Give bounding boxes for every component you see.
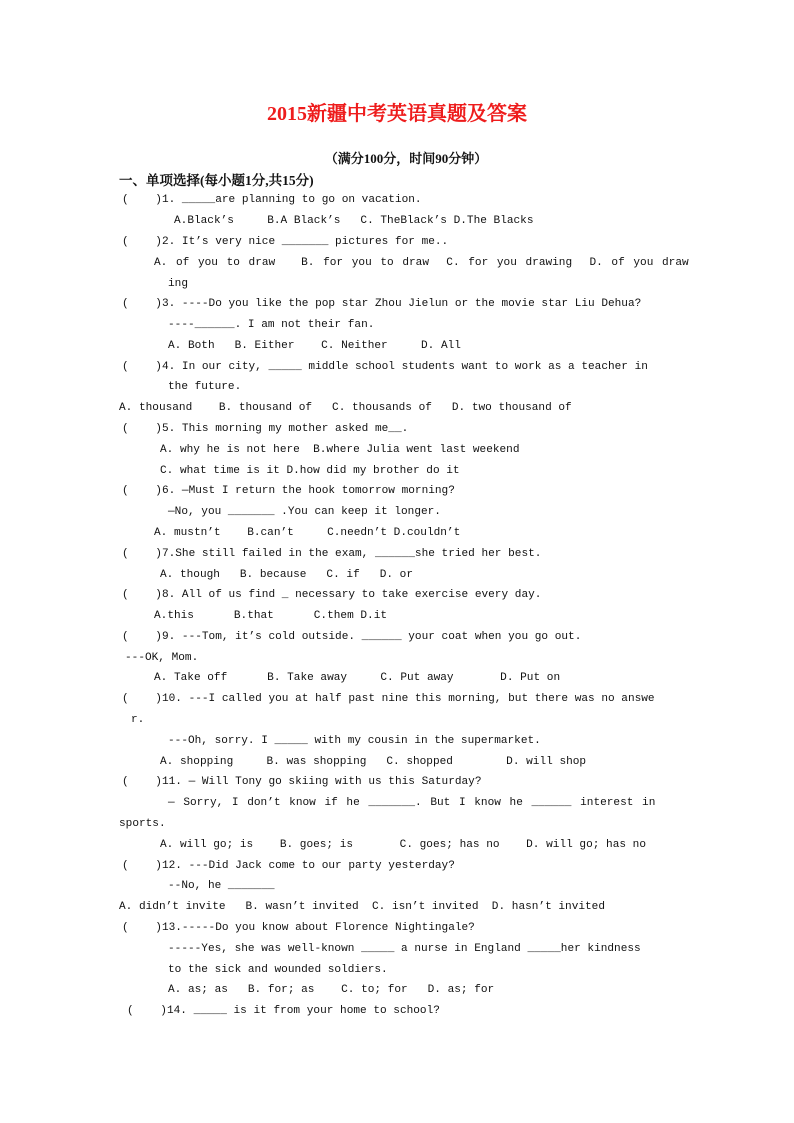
question-7: ( )7.She still failed in the exam, ______she tried her best.	[122, 548, 542, 560]
question-5-options-cd: C. what time is it D.how did my brother do it	[160, 465, 460, 477]
exam-info: （满分100分，时间90分钟）	[324, 151, 488, 166]
question-9-options: A. Take off B. Take away C. Put away D. Put on	[154, 672, 561, 684]
question-1: ( )1. _____are planning to go on vacation.	[122, 194, 422, 206]
question-10: ( )10. ---I called you at half past nine this morning, but there was no answe	[122, 693, 655, 705]
question-11-reply: — Sorry, I don’t know if he _______. But I know he ______ interest in	[168, 797, 656, 809]
question-3-options: A. Both B. Either C. Neither D. All	[168, 340, 461, 352]
question-9: ( )9. ---Tom, it’s cold outside. ______ your coat when you go out.	[122, 631, 582, 643]
question-13-reply: -----Yes, she was well-known _____ a nurse in England _____her kindness	[168, 943, 641, 955]
question-2-options: A. of you to draw B. for you to draw C. for you drawing D. of you draw	[154, 257, 689, 269]
question-13-options: A. as; as B. for; as C. to; for D. as; for	[168, 984, 495, 996]
question-10-options: A. shopping B. was shopping C. shopped D. will shop	[160, 756, 587, 768]
question-10-cont: r.	[131, 714, 145, 726]
question-9-reply: ---OK, Mom.	[125, 652, 199, 664]
question-6: ( )6. —Must I return the hook tomorrow morning?	[122, 485, 455, 497]
question-4: ( )4. In our city, _____ middle school students want to work as a teacher in	[122, 361, 648, 373]
question-1-options: A.Black’s B.A Black’s C. TheBlack’s D.The Blacks	[174, 215, 534, 227]
question-10-reply: ---Oh, sorry. I _____ with my cousin in the supermarket.	[168, 735, 541, 747]
question-4-cont: the future.	[168, 381, 242, 393]
question-2: ( )2. It’s very nice _______ pictures for me..	[122, 236, 449, 248]
question-11-options: A. will go; is B. goes; is C. goes; has no D. will go; has no	[160, 839, 646, 851]
question-8: ( )8. All of us find _ necessary to take exercise every day.	[122, 589, 542, 601]
question-5: ( )5. This morning my mother asked me__.	[122, 423, 409, 435]
question-12-reply: --No, he _______	[168, 880, 275, 892]
question-4-options: A. thousand B. thousand of C. thousands of D. two thousand of	[119, 402, 572, 414]
section-heading: 一、单项选择(每小题1分,共15分)	[119, 173, 314, 188]
question-11: ( )11. — Will Tony go skiing with us this Saturday?	[122, 776, 482, 788]
question-11-reply-cont: sports.	[119, 818, 166, 830]
question-13: ( )13.-----Do you know about Florence Nightingale?	[122, 922, 475, 934]
document-title: 2015新疆中考英语真题及答案	[267, 103, 527, 125]
question-14: ( )14. _____ is it from your home to school?	[127, 1005, 440, 1017]
question-3-reply: ----______. I am not their fan.	[168, 319, 375, 331]
question-8-options: A.this B.that C.them D.it	[154, 610, 388, 622]
question-12: ( )12. ---Did Jack come to our party yesterday?	[122, 860, 455, 872]
question-12-options: A. didn’t invite B. wasn’t invited C. isn’t invited D. hasn’t invited	[119, 901, 605, 913]
question-2-options-cont: ing	[168, 278, 188, 290]
question-5-options-ab: A. why he is not here B.where Julia went last weekend	[160, 444, 520, 456]
question-13-reply-cont: to the sick and wounded soldiers.	[168, 964, 388, 976]
question-3: ( )3. ----Do you like the pop star Zhou Jielun or the movie star Liu Dehua?	[122, 298, 642, 310]
question-7-options: A. though B. because C. if D. or	[160, 569, 413, 581]
question-6-options: A. mustn’t B.can’t C.needn’t D.couldn’t	[154, 527, 461, 539]
question-6-reply: —No, you _______ .You can keep it longer.	[168, 506, 441, 518]
